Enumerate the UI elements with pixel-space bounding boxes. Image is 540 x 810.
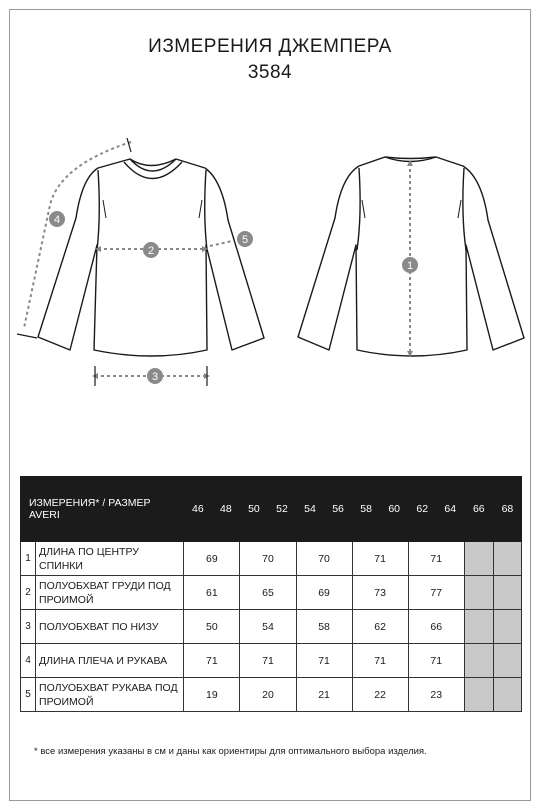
size-header: 48 [212, 477, 240, 542]
table-cell: 71 [296, 644, 352, 678]
unavailable-cell [464, 542, 493, 576]
svg-text:1: 1 [406, 260, 414, 272]
marker-1 [402, 257, 418, 273]
marker-3 [147, 368, 163, 384]
row-number: 3 [21, 610, 36, 644]
table-cell: 66 [408, 610, 464, 644]
marker-4 [49, 211, 65, 227]
unavailable-cell [493, 610, 521, 644]
table-cell: 50 [184, 610, 240, 644]
table-row [21, 576, 522, 610]
size-header: 60 [380, 477, 408, 542]
table-cell: 71 [184, 644, 240, 678]
table-header-label: ИЗМЕРЕНИЯ* / РАЗМЕР AVERI [21, 477, 184, 542]
table-row [21, 610, 522, 644]
size-header: 62 [408, 477, 436, 542]
svg-text:5: 5 [241, 234, 249, 246]
table-cell: 62 [352, 610, 408, 644]
table-cell: 23 [408, 678, 464, 712]
row-number: 1 [21, 542, 36, 576]
table-cell: 71 [352, 644, 408, 678]
table-cell: 73 [352, 576, 408, 610]
table-cell: 71 [240, 644, 296, 678]
table-row [21, 542, 522, 576]
table-cell: 58 [296, 610, 352, 644]
table-cell: 69 [184, 542, 240, 576]
measurement-label: ПОЛУОБХВАТ ГРУДИ ПОД ПРОИМОЙ [36, 576, 184, 610]
article-number: 3584 [247, 62, 293, 83]
sleeve-measure-line [210, 241, 232, 246]
table-cell: 71 [352, 542, 408, 576]
table-cell: 69 [296, 576, 352, 610]
measurement-label: ДЛИНА ПО ЦЕНТРУ СПИНКИ [36, 542, 184, 576]
table-cell: 21 [296, 678, 352, 712]
row-number: 2 [21, 576, 36, 610]
table-row [21, 678, 522, 712]
size-table [20, 476, 522, 712]
measurement-label: ДЛИНА ПЛЕЧА И РУКАВА [36, 644, 184, 678]
unavailable-cell [464, 678, 493, 712]
unavailable-cell [493, 644, 521, 678]
page-title: ИЗМЕРЕНИЯ ДЖЕМПЕРА [148, 36, 392, 57]
size-header: 52 [268, 477, 296, 542]
measurement-label: ПОЛУОБХВАТ ПО НИЗУ [36, 610, 184, 644]
unavailable-cell [493, 576, 521, 610]
size-header: 66 [464, 477, 493, 542]
size-header: 56 [324, 477, 352, 542]
table-header-row [21, 477, 522, 542]
svg-text:3: 3 [151, 371, 159, 383]
table-cell: 19 [184, 678, 240, 712]
size-header: 68 [493, 477, 521, 542]
shoulder-sleeve-measure-line [24, 142, 131, 328]
table-cell: 65 [240, 576, 296, 610]
measurement-label: ПОЛУОБХВАТ РУКАВА ПОД ПРОИМОЙ [36, 678, 184, 712]
table-cell: 70 [296, 542, 352, 576]
size-header: 54 [296, 477, 324, 542]
size-header: 46 [184, 477, 212, 542]
table-cell: 77 [408, 576, 464, 610]
unavailable-cell [493, 542, 521, 576]
marker-2 [143, 242, 159, 258]
table-cell: 22 [352, 678, 408, 712]
table-cell: 61 [184, 576, 240, 610]
svg-text:4: 4 [53, 214, 61, 226]
unavailable-cell [464, 576, 493, 610]
table-cell: 20 [240, 678, 296, 712]
table-cell: 71 [408, 542, 464, 576]
unavailable-cell [464, 610, 493, 644]
table-row [21, 644, 522, 678]
marker-5 [237, 231, 253, 247]
size-header: 58 [352, 477, 380, 542]
size-header: 64 [436, 477, 464, 542]
footnote: * все измерения указаны в см и даны как ориентиры для оптимального выбора изделия. [34, 746, 427, 757]
table-cell: 71 [408, 644, 464, 678]
unavailable-cell [464, 644, 493, 678]
row-number: 5 [21, 678, 36, 712]
unavailable-cell [493, 678, 521, 712]
size-header: 50 [240, 477, 268, 542]
row-number: 4 [21, 644, 36, 678]
table-cell: 70 [240, 542, 296, 576]
table-cell: 54 [240, 610, 296, 644]
svg-text:2: 2 [147, 245, 155, 257]
